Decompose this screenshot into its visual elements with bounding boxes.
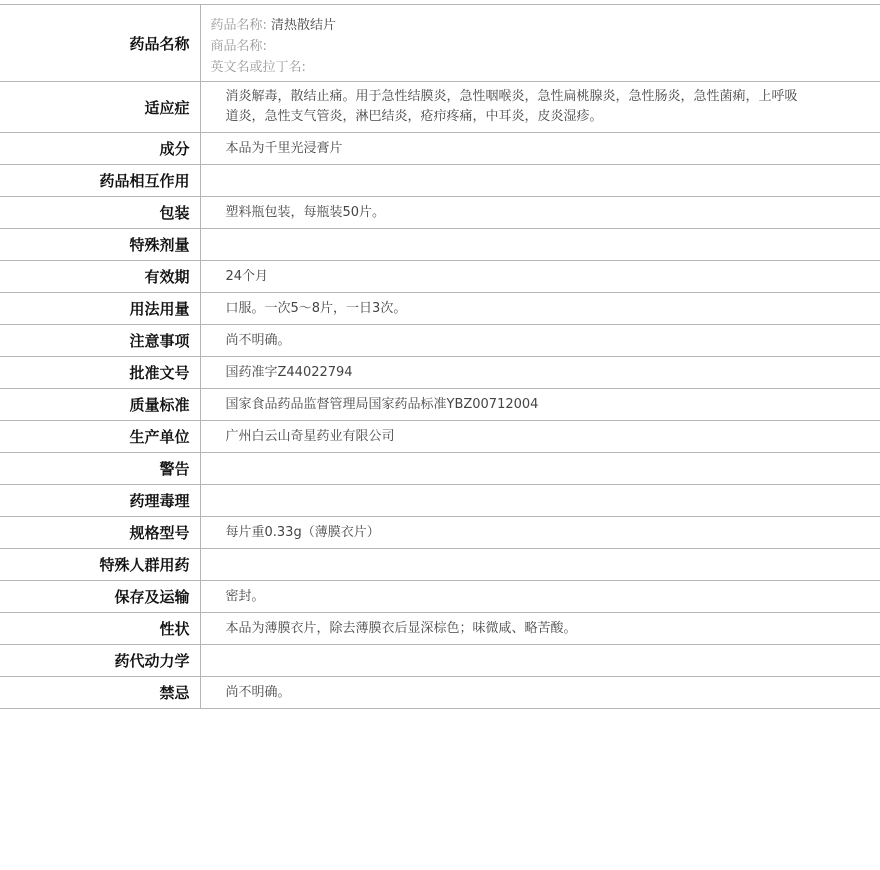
indications-row: [0, 82, 880, 133]
latin-name-line: [211, 57, 801, 78]
shelf-life-label: 有效期: [0, 261, 200, 293]
storage-row: [0, 581, 880, 613]
drug-info-table: [0, 4, 880, 709]
precautions-value: 尚不明确。: [200, 325, 880, 357]
drug-name-label: 药品名称: [0, 5, 200, 82]
special-population-label: 特殊人群用药: [0, 549, 200, 581]
indications-value: 消炎解毒，散结止痛。用于急性结膜炎，急性咽喉炎，急性扁桃腺炎，急性肠炎，急性菌痢，上呼吸道炎，急性支气管炎，淋巴结炎，疮疖疼痛，中耳炎，皮炎湿疹。: [200, 82, 880, 133]
special-dosage-row: [0, 229, 880, 261]
shelf-life-row: [0, 261, 880, 293]
generic-name-value: 清热散结片: [271, 18, 337, 33]
manufacturer-value: 广州白云山奇星药业有限公司: [200, 421, 880, 453]
drug-name-row: [0, 5, 880, 82]
description-label: 性状: [0, 613, 200, 645]
special-dosage-label: 特殊剂量: [0, 229, 200, 261]
interactions-value: [200, 165, 880, 197]
contraindications-value: 尚不明确。: [200, 677, 880, 709]
approval-number-row: [0, 357, 880, 389]
approval-number-value: 国药准字Z44022794: [200, 357, 880, 389]
quality-standard-value: 国家食品药品监督管理局国家药品标准YBZ00712004: [200, 389, 880, 421]
description-row: [0, 613, 880, 645]
generic-name-label: 药品名称:: [210, 18, 267, 33]
contraindications-row: [0, 677, 880, 709]
ingredients-value: 本品为千里光浸膏片: [200, 133, 880, 165]
packaging-row: [0, 197, 880, 229]
pharmacology-row: [0, 485, 880, 517]
trade-name-line: [211, 36, 801, 57]
drug-name-value: [200, 5, 880, 82]
description-value: 本品为薄膜衣片，除去薄膜衣后显深棕色；味微咸、略苦酸。: [200, 613, 880, 645]
special-dosage-value: [200, 229, 880, 261]
pharmacokinetics-value: [200, 645, 880, 677]
precautions-row: [0, 325, 880, 357]
dosage-label: 用法用量: [0, 293, 200, 325]
precautions-label: 注意事项: [0, 325, 200, 357]
packaging-value: 塑料瓶包装，每瓶装50片。: [200, 197, 880, 229]
contraindications-label: 禁忌: [0, 677, 200, 709]
ingredients-row: [0, 133, 880, 165]
manufacturer-row: [0, 421, 880, 453]
specification-label: 规格型号: [0, 517, 200, 549]
pharmacokinetics-row: [0, 645, 880, 677]
storage-label: 保存及运输: [0, 581, 200, 613]
quality-standard-row: [0, 389, 880, 421]
specification-value: 每片重0.33g（薄膜衣片）: [200, 517, 880, 549]
specification-row: [0, 517, 880, 549]
generic-name-line: [211, 15, 801, 36]
packaging-label: 包装: [0, 197, 200, 229]
interactions-label: 药品相互作用: [0, 165, 200, 197]
pharmacology-value: [200, 485, 880, 517]
dosage-row: [0, 293, 880, 325]
trade-name-label: 商品名称:: [210, 39, 267, 54]
shelf-life-value: 24个月: [200, 261, 880, 293]
pharmacokinetics-label: 药代动力学: [0, 645, 200, 677]
dosage-value: 口服。一次5～8片，一日3次。: [200, 293, 880, 325]
special-population-value: [200, 549, 880, 581]
storage-value: 密封。: [200, 581, 880, 613]
warning-row: [0, 453, 880, 485]
quality-standard-label: 质量标准: [0, 389, 200, 421]
interactions-row: [0, 165, 880, 197]
warning-value: [200, 453, 880, 485]
latin-name-label: 英文名或拉丁名:: [210, 60, 306, 75]
manufacturer-label: 生产单位: [0, 421, 200, 453]
ingredients-label: 成分: [0, 133, 200, 165]
warning-label: 警告: [0, 453, 200, 485]
special-population-row: [0, 549, 880, 581]
approval-number-label: 批准文号: [0, 357, 200, 389]
pharmacology-label: 药理毒理: [0, 485, 200, 517]
indications-label: 适应症: [0, 82, 200, 133]
